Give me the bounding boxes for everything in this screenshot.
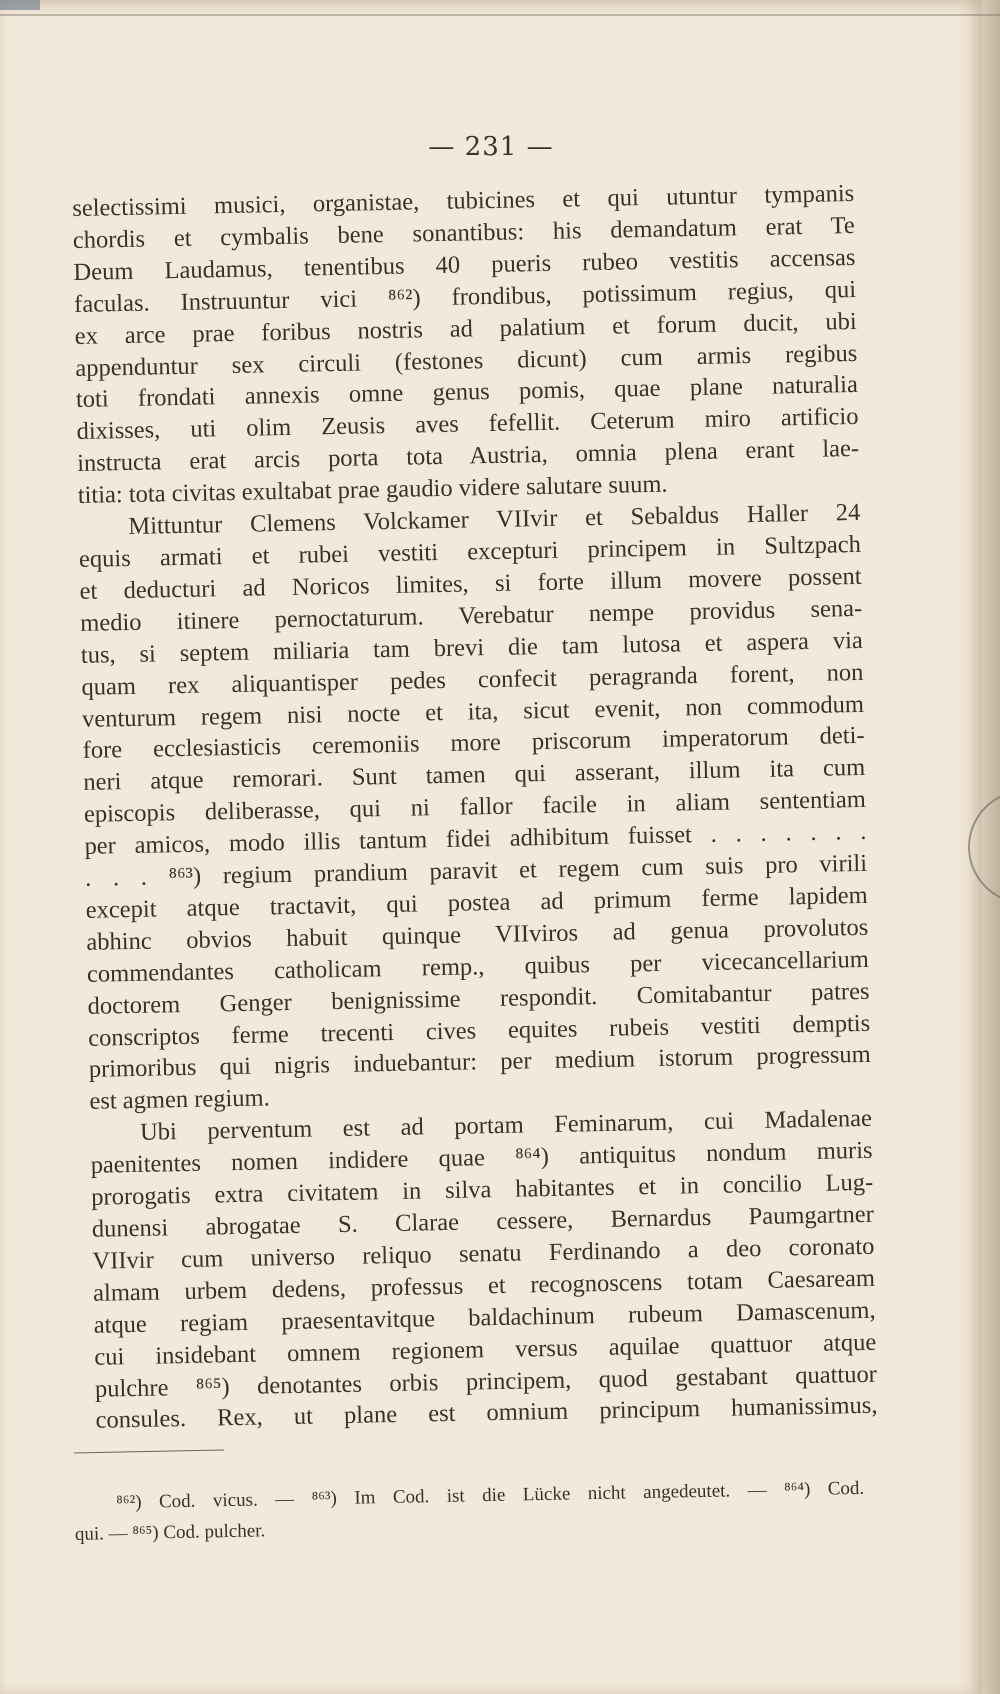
text-line: doctorem Genger benignissime respondit. Comitabantur patres (87, 977, 870, 1020)
text-line: tus, si septem miliaria tam brevi die tam lutosa et aspera via (80, 626, 863, 669)
text-line: abhinc obvios habuit quinque VIIviros ad genua provolutos (86, 913, 869, 956)
text-line: ex arce prae foribus nostris ad palatium et forum ducit, ubi (74, 307, 857, 350)
text-line: primoribus qui nigris induebantur: per medium istorum progressum (88, 1041, 871, 1084)
text-line: . . . ⁸⁶³) regium prandium paravit et regem cum suis pro virili (84, 849, 868, 892)
corner-stamp-mark (0, 0, 40, 10)
text-line: titia: tota civitas exultabat prae gaudio videre salutare suum. (77, 470, 668, 510)
text-line: Mittuntur Clemens Volckamer VIIvir et Sebaldus Haller 24 (128, 498, 861, 541)
text-line: dunensi abrogatae S. Clarae cessere, Bernardus Paumgartner (91, 1200, 875, 1243)
footnote-line: qui. — ⁸⁶⁵) Cod. pulcher. (74, 1520, 266, 1545)
text-line: quam rex aliquantisper pedes confecit peragranda forent, non (81, 658, 864, 701)
text-line: excepit atque tractavit, qui postea ad primum ferme lapidem (85, 881, 868, 924)
text-line: consules. Rex, ut plane est omnium principum humanissimus, (95, 1392, 878, 1435)
page-number: — 231 — (428, 132, 554, 162)
text-line: toti frondati annexis omne genus pomis, quae plane naturalia (75, 371, 859, 414)
footnote-line: ⁸⁶²) Cod. vicus. — ⁸⁶³) Im Cod. ist die Lücke nicht angedeutet. — ⁸⁶⁴) Cod. (116, 1477, 865, 1514)
text-line: prorogatis extra civitatem in silva habitantes et in concilio Lug- (91, 1168, 874, 1211)
text-line: chordis et cymbalis bene sonantibus: his demandatum erat Te (72, 211, 856, 254)
text-line: episcopis deliberasse, qui ni fallor facile in aliam sententiam (83, 786, 867, 829)
text-line: selectissimi musici, organistae, tubicines et qui utuntur tympanis (72, 179, 855, 222)
top-border-line (0, 14, 1000, 16)
text-line: est agmen regium. (89, 1084, 270, 1116)
text-line: dixisses, uti olim Zeusis aves fefellit. Ceterum miro artificio (76, 403, 859, 446)
text-line: Deum Laudamus, tenentibus 40 pueris rubeo vestitis accensas (73, 243, 856, 286)
text-line: fore ecclesiasticis ceremoniis more priscorum imperatorum deti- (82, 722, 865, 765)
text-line: et deducturi ad Noricos limites, si forte illum movere possent (79, 562, 862, 605)
text-line: VIIvir cum universo reliquo senatu Ferdinando a deo coronato (92, 1232, 875, 1275)
text-line: appenduntur sex circuli (festones dicunt) cum armis regibus (75, 339, 858, 382)
text-line: atque regiam praesentavitque baldachinum rubeum Damascenum, (93, 1296, 876, 1339)
text-line: per amicos, modo illis tantum fidei adhibitum fuisset . . . . . . . (84, 817, 867, 861)
text-line: neri atque remorari. Sunt tamen qui asserant, illum ita cum (83, 754, 866, 797)
text-line: faculas. Instruuntur vici ⁸⁶²) frondibus, potissimum regius, qui (73, 275, 857, 318)
text-line: paenitentes nomen indidere quae ⁸⁶⁴) antiquitus nondum muris (90, 1136, 873, 1180)
text-line: instructa erat arcis porta tota Austria, omnia plena erant lae- (76, 435, 860, 478)
text-line: medio itinere pernoctaturum. Verebatur nempe providus sena- (80, 594, 863, 637)
text-line: conscriptos ferme trecenti cives equites rubeis vestiti demptis (87, 1009, 871, 1052)
text-line: equis armati et rubei vestiti excepturi principem in Sultzpach (78, 530, 862, 573)
text-line: commendantes catholicam remp., quibus per vicecancellarium (86, 945, 870, 988)
main-text (72, 178, 878, 1437)
text-line: pulchre ⁸⁶⁵) denotantes orbis principem, quod gestabant quattuor (94, 1360, 878, 1403)
text-line: venturum regem nisi nocte et ita, sicut evenit, non commodum (81, 690, 865, 733)
text-line: Ubi perventum est ad portam Feminarum, cui Madalenae (139, 1105, 873, 1147)
text-line: almam urbem dedens, professus et recognoscens totam Caesaream (92, 1264, 876, 1307)
text-line: cui insidebant omnem regionem versus aquilae quattuor atque (94, 1328, 877, 1371)
